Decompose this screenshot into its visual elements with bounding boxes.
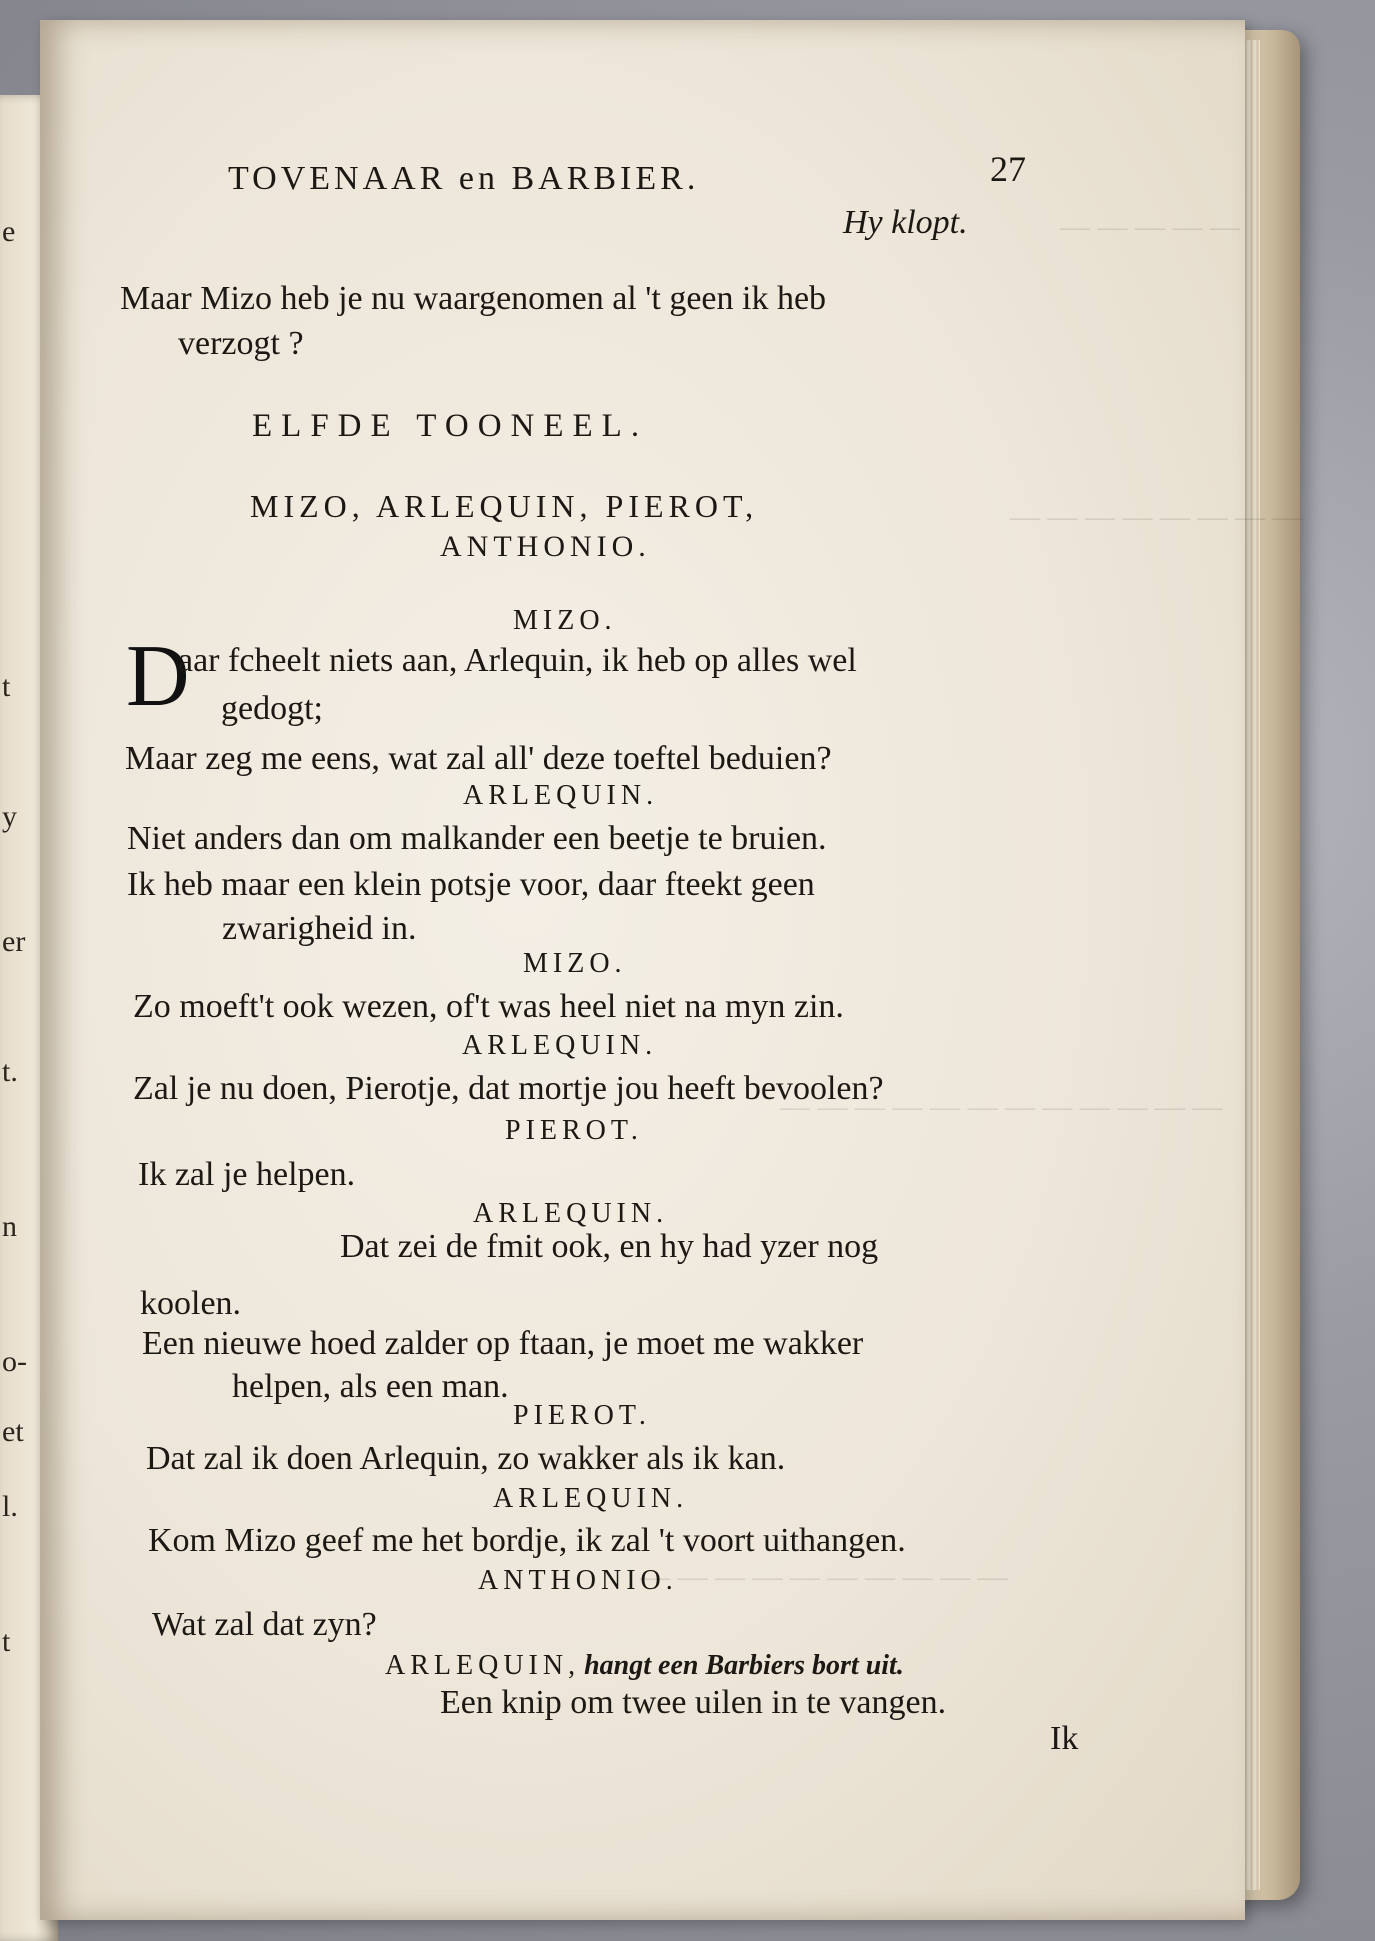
page-number: 27 bbox=[990, 149, 1026, 189]
left-page-fragment: l. bbox=[2, 1490, 18, 1523]
left-page-fragment: y bbox=[2, 800, 17, 833]
bleed-through: — — — — — — — — — — bbox=[640, 1560, 1008, 1593]
left-page-fragment: t. bbox=[2, 1055, 18, 1088]
left-page-fragment: et bbox=[2, 1415, 24, 1448]
verse-line: verzogt ? bbox=[178, 325, 304, 362]
verse-line: Een knip om twee uilen in te vangen. bbox=[440, 1684, 947, 1721]
speaker-name: ARLEQUIN, bbox=[385, 1650, 581, 1681]
bleed-through: — — — — — — — — — — — — bbox=[780, 1090, 1223, 1123]
verse-line: Een nieuwe hoed zalder op ftaan, je moet me wakker bbox=[142, 1325, 864, 1362]
speaker-name: PIEROT. bbox=[513, 1400, 651, 1431]
left-page-fragment: o- bbox=[2, 1345, 27, 1378]
verse-line: zwarigheid in. bbox=[222, 910, 417, 947]
verse-line: Kom Mizo geef me het bordje, ik zal 't voort uithangen. bbox=[148, 1522, 906, 1559]
speaker-name: ANTHONIO. bbox=[478, 1565, 678, 1596]
speaker-line bbox=[385, 1650, 904, 1682]
verse-line: Zal je nu doen, Pierotje, dat mortje jou heeft bevoolen? bbox=[133, 1070, 884, 1107]
cast-list: ANTHONIO. bbox=[440, 530, 651, 563]
left-page-fragment: t bbox=[2, 1625, 11, 1658]
speaker-name: ARLEQUIN. bbox=[493, 1483, 689, 1514]
verse-line: koolen. bbox=[140, 1285, 242, 1322]
speaker-name: ARLEQUIN. bbox=[462, 1030, 658, 1061]
verse-line: helpen, als een man. bbox=[232, 1368, 509, 1405]
speaker-name: ARLEQUIN. bbox=[473, 1198, 669, 1229]
left-page-fragment: n bbox=[2, 1210, 17, 1243]
running-title: TOVENAAR en BARBIER. bbox=[228, 160, 700, 197]
bleed-through: — — — — — bbox=[1060, 210, 1240, 243]
verse-line: Ik heb maar een klein potsje voor, daar fteekt geen bbox=[127, 866, 815, 903]
verse-line: Dat zei de fmit ook, en hy had yzer nog bbox=[340, 1228, 879, 1265]
speaker-name: MIZO. bbox=[523, 948, 627, 979]
left-page-fragment: e bbox=[2, 215, 16, 248]
stage-direction: hangt een Barbiers bort uit. bbox=[584, 1650, 904, 1681]
verse-line: Maar zeg me eens, wat zal all' deze toeftel beduien? bbox=[125, 740, 832, 777]
left-page-fragment: er bbox=[2, 925, 26, 958]
verse-line: gedogt; bbox=[221, 690, 323, 727]
verse-line: Dat zal ik doen Arlequin, zo wakker als ik kan. bbox=[146, 1440, 786, 1477]
drop-cap: D bbox=[126, 628, 190, 725]
bleed-through: — — — — — — — — bbox=[1010, 500, 1303, 533]
verse-line: Niet anders dan om malkander een beetje te bruien. bbox=[127, 820, 827, 857]
stage-direction: Hy klopt. bbox=[843, 204, 968, 241]
speaker-name: PIEROT. bbox=[505, 1115, 643, 1146]
catchword: Ik bbox=[1050, 1720, 1079, 1757]
verse-line: Maar Mizo heb je nu waargenomen al 't geen ik heb bbox=[120, 280, 827, 317]
verse-line: Ik zal je helpen. bbox=[138, 1156, 356, 1193]
speaker-name: ARLEQUIN. bbox=[463, 780, 659, 811]
verse-line: Zo moeft't ook wezen, of't was heel niet na myn zin. bbox=[133, 988, 844, 1025]
left-page-fragment: t bbox=[2, 670, 11, 703]
cast-list: MIZO, ARLEQUIN, PIEROT, bbox=[250, 488, 759, 524]
verse-line: Wat zal dat zyn? bbox=[152, 1606, 377, 1643]
speaker-name: MIZO. bbox=[513, 605, 617, 636]
scene-title: ELFDE TOONEEL. bbox=[252, 408, 649, 444]
verse-line: aar fcheelt niets aan, Arlequin, ik heb op alles wel bbox=[178, 642, 857, 679]
